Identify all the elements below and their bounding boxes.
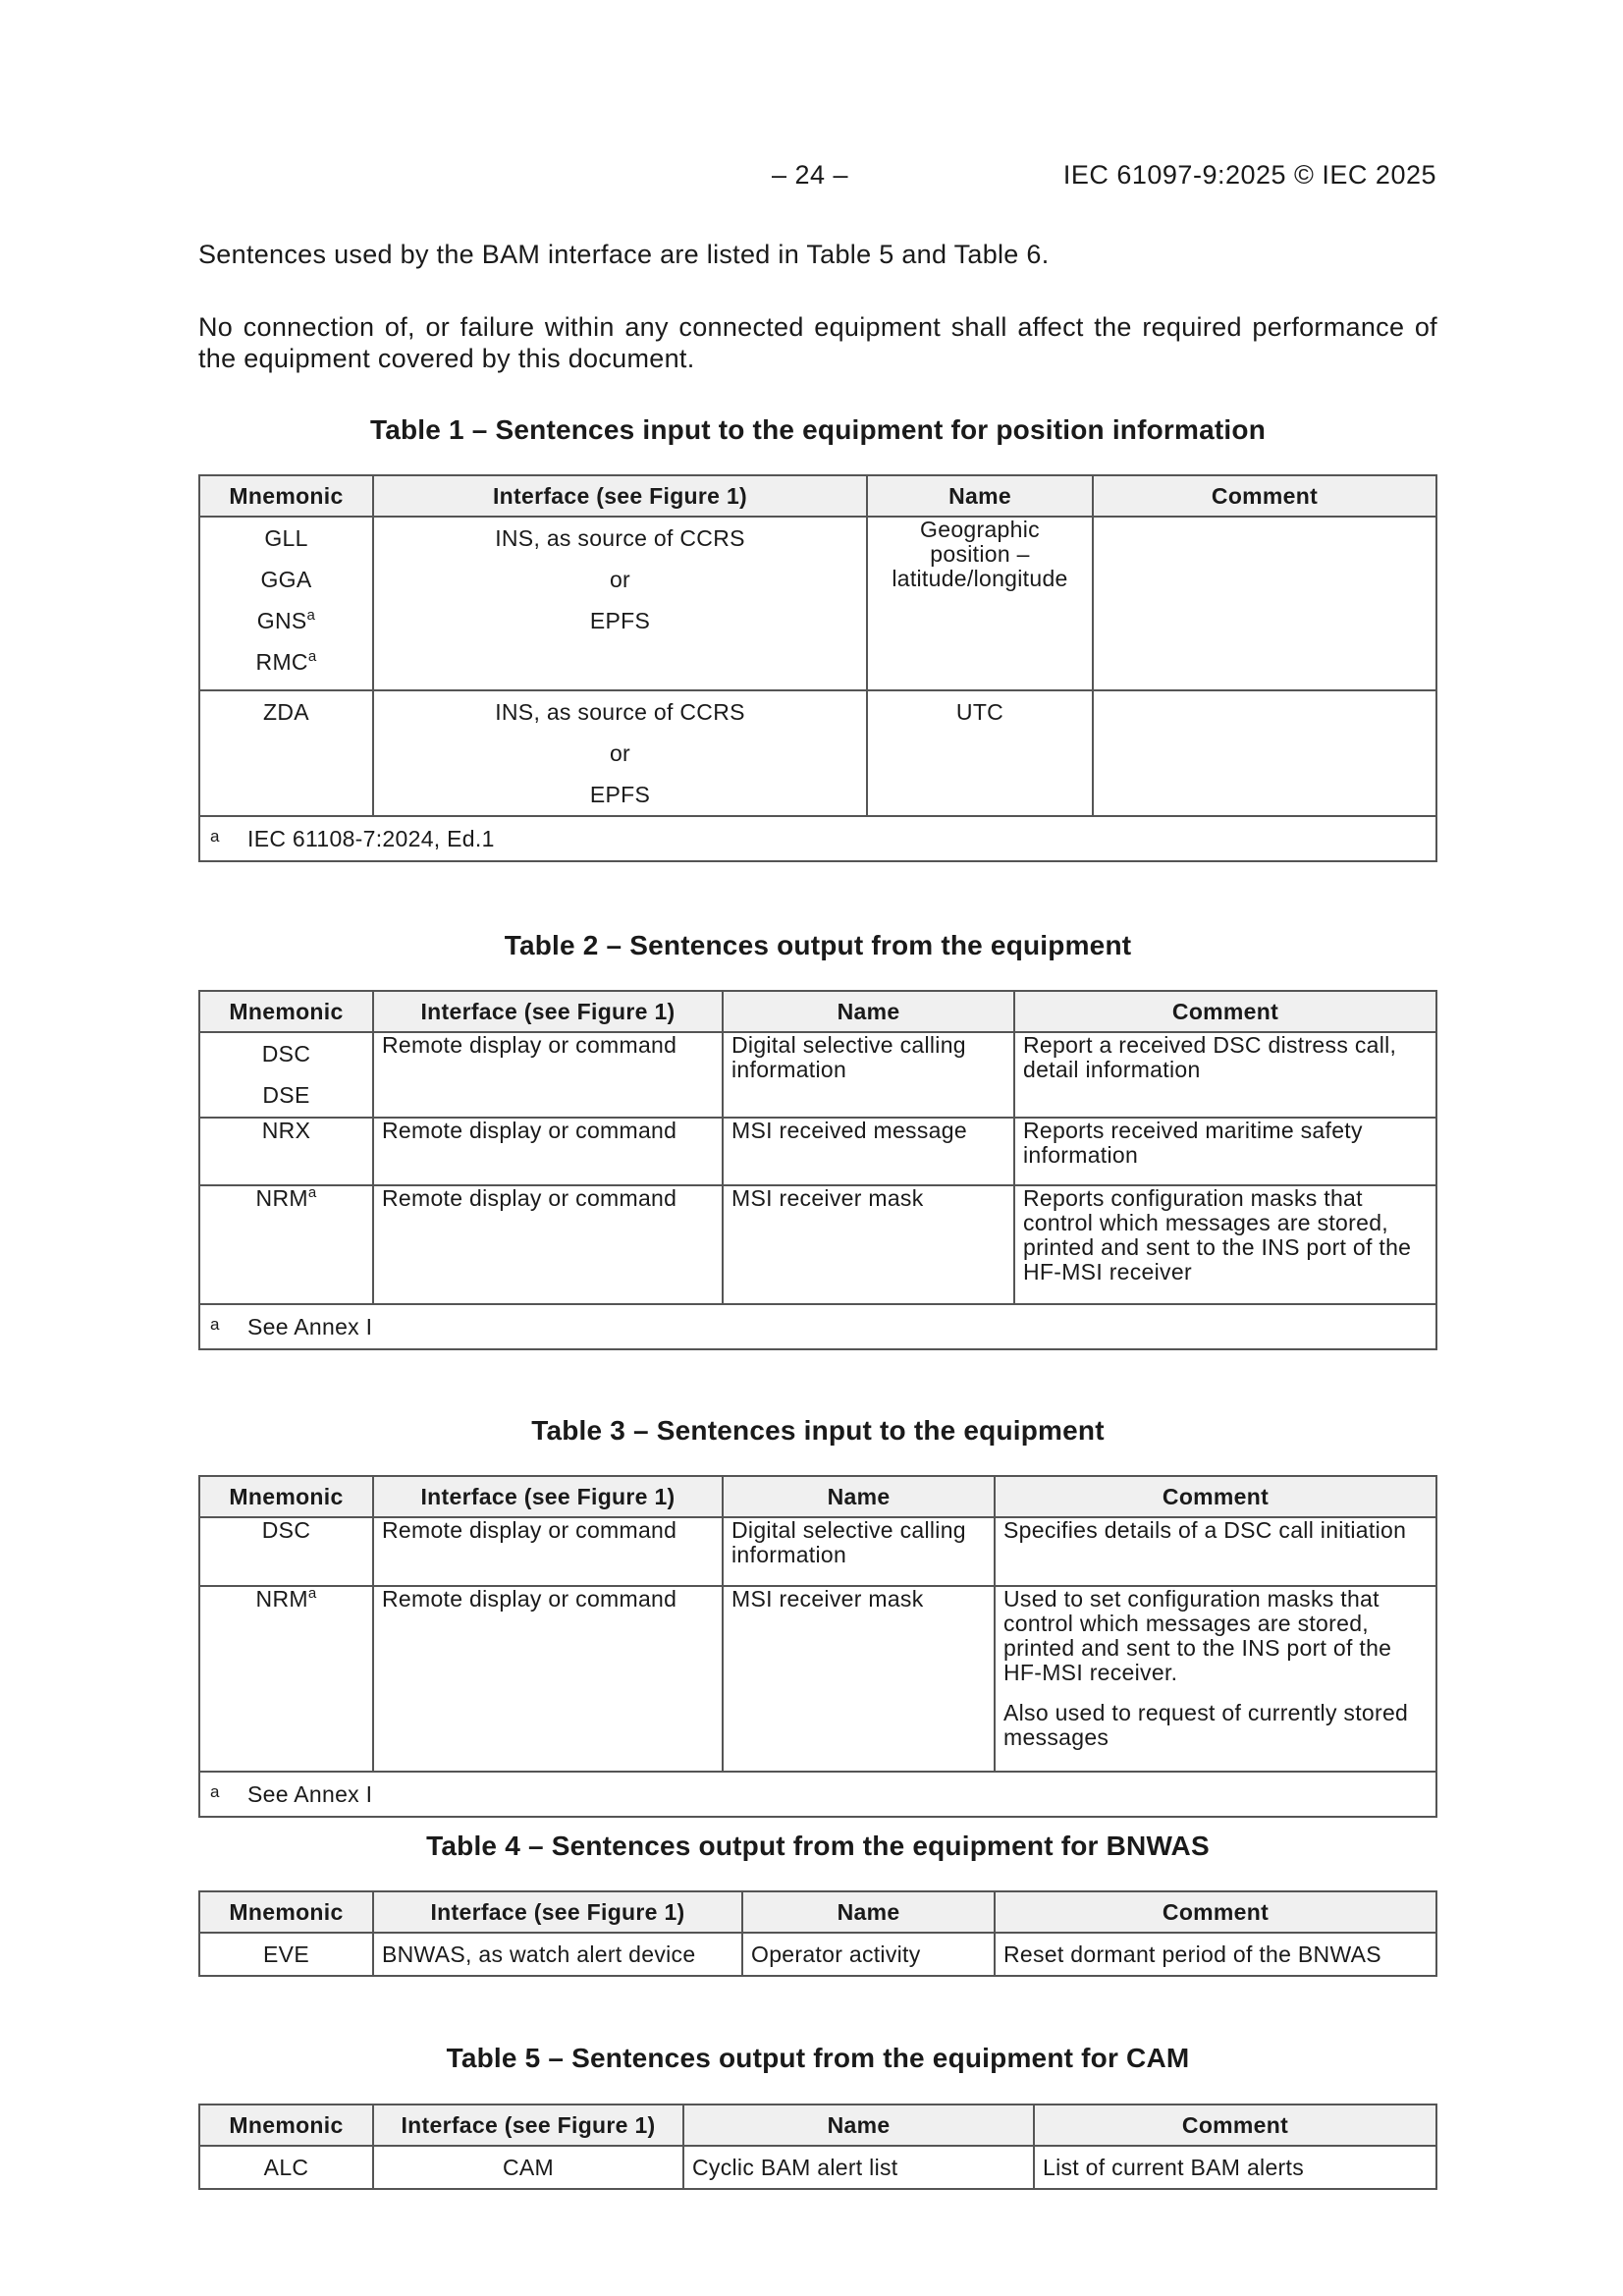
footnote-row: [199, 1772, 1436, 1817]
table-header-row: [199, 475, 1436, 517]
name-cell: Digital selective calling information: [723, 1517, 995, 1586]
footnote-marker: a: [210, 1782, 220, 1801]
interface-line: INS, as source of CCRS: [495, 525, 745, 551]
mnemonic-cell: [199, 1586, 373, 1772]
table-footnote: [199, 1304, 1436, 1349]
table-header-row: [199, 2105, 1436, 2146]
comment-cell: Report a received DSC distress call, detail information: [1014, 1032, 1436, 1118]
mnemonic-dse: DSE: [262, 1082, 310, 1108]
mnemonic-dsc: DSC: [261, 1041, 311, 1066]
table-row: [199, 1517, 1436, 1586]
comment-cell: [995, 1517, 1436, 1586]
table-row: [199, 1032, 1436, 1118]
table-row: [199, 2146, 1436, 2189]
comment-paragraph: Specifies details of a DSC call initiation: [1003, 1517, 1407, 1543]
footnote-marker: a: [210, 827, 220, 846]
name-cell: MSI received message: [723, 1118, 1014, 1185]
document-identifier: IEC 61097-9:2025 © IEC 2025: [1062, 160, 1436, 190]
column-header-name: Name: [723, 1476, 995, 1517]
mnemonic-nrm: NRM: [255, 1586, 308, 1612]
table-row: [199, 690, 1436, 816]
column-header-comment: Comment: [1093, 475, 1436, 517]
column-header-mnemonic: Mnemonic: [199, 475, 373, 517]
interface-cell: BNWAS, as watch alert device: [373, 1933, 742, 1976]
name-cell: Operator activity: [742, 1933, 995, 1976]
table-5-caption: Table 5 – Sentences output from the equipment for CAM: [446, 2043, 1190, 2073]
table-header-row: [199, 991, 1436, 1032]
name-cell: MSI receiver mask: [723, 1185, 1014, 1304]
table-row: [199, 1933, 1436, 1976]
column-header-comment: Comment: [995, 1891, 1436, 1933]
column-header-interface: Interface (see Figure 1): [373, 475, 867, 517]
table-header-row: [199, 1476, 1436, 1517]
comment-cell: [1093, 690, 1436, 816]
table-row: [199, 1586, 1436, 1772]
footnote-marker: a: [307, 648, 317, 665]
mnemonic-cell: [199, 517, 373, 690]
column-header-name: Name: [723, 991, 1014, 1032]
column-header-interface: Interface (see Figure 1): [373, 1891, 742, 1933]
footnote-marker: a: [307, 1184, 317, 1201]
table-4: [198, 1890, 1437, 1977]
comment-cell: List of current BAM alerts: [1034, 2146, 1436, 2189]
interface-line: or: [609, 567, 631, 592]
footnote-marker: a: [307, 1585, 317, 1602]
mnemonic-cell: DSC: [199, 1517, 373, 1586]
table-row: [199, 517, 1436, 690]
intro-paragraph: Sentences used by the BAM interface are listed in Table 5 and Table 6.: [198, 240, 1050, 269]
comment-cell: Reports received maritime safety information: [1014, 1118, 1436, 1185]
mnemonic-gga: GGA: [260, 567, 312, 592]
column-header-mnemonic: Mnemonic: [199, 991, 373, 1032]
table-2: [198, 990, 1437, 1350]
name-cell: [867, 690, 1093, 816]
page-number: – 24 –: [772, 160, 849, 190]
table-1-caption: Table 1 – Sentences input to the equipment for position information: [369, 414, 1267, 445]
column-header-comment: Comment: [1014, 991, 1436, 1032]
footnote-text: See Annex I: [247, 1313, 373, 1339]
interface-cell: [373, 517, 867, 690]
mnemonic-cell: NRX: [199, 1118, 373, 1185]
comment-cell: Reset dormant period of the BNWAS: [995, 1933, 1436, 1976]
comment-paragraph: Also used to request of currently stored messages: [1003, 1700, 1409, 1750]
table-footnote: [199, 816, 1436, 861]
interface-cell: Remote display or command: [373, 1032, 723, 1118]
table-3: [198, 1475, 1437, 1818]
interface-line: EPFS: [589, 782, 651, 807]
interface-cell: Remote display or command: [373, 1118, 723, 1185]
mnemonic-cell: [199, 1032, 373, 1118]
name-cell: MSI receiver mask: [723, 1586, 995, 1772]
column-header-comment: Comment: [995, 1476, 1436, 1517]
column-header-mnemonic: Mnemonic: [199, 1476, 373, 1517]
requirement-paragraph: No connection of, or failure within any connected equipment shall affect the required performance of the equipment covered by this document.: [198, 312, 1437, 373]
column-header-interface: Interface (see Figure 1): [373, 991, 723, 1032]
footnote-marker: a: [306, 607, 316, 624]
column-header-interface: Interface (see Figure 1): [373, 2105, 683, 2146]
name-cell: Geographic position – latitude/longitude: [867, 517, 1093, 690]
column-header-name: Name: [742, 1891, 995, 1933]
footnote-row: [199, 816, 1436, 861]
mnemonic-cell: ALC: [199, 2146, 373, 2189]
column-header-name: Name: [683, 2105, 1034, 2146]
table-row: [199, 1185, 1436, 1304]
footnote-marker: a: [210, 1315, 220, 1334]
table-row: [199, 1118, 1436, 1185]
comment-cell: [1093, 517, 1436, 690]
column-header-name: Name: [867, 475, 1093, 517]
mnemonic-cell: [199, 1185, 373, 1304]
name-cell: Digital selective calling information: [723, 1032, 1014, 1118]
mnemonic-cell: [199, 690, 373, 816]
column-header-mnemonic: Mnemonic: [199, 2105, 373, 2146]
column-header-interface: Interface (see Figure 1): [373, 1476, 723, 1517]
comment-cell: [995, 1586, 1436, 1772]
comment-cell: Reports configuration masks that control which messages are stored, printed and sent to the INS port of the HF-MSI receiver: [1014, 1185, 1436, 1304]
footnote-row: [199, 1304, 1436, 1349]
mnemonic-cell: EVE: [199, 1933, 373, 1976]
interface-cell: [373, 690, 867, 816]
footnote-text: See Annex I: [247, 1780, 373, 1807]
interface-cell: CAM: [373, 2146, 683, 2189]
name-utc: UTC: [955, 699, 1004, 725]
comment-paragraph: Used to set configuration masks that control which messages are stored, printed and sent to the INS port of the HF-MSI receiver.: [1003, 1586, 1392, 1685]
table-5: [198, 2104, 1437, 2190]
interface-cell: Remote display or command: [373, 1185, 723, 1304]
table-header-row: [199, 1891, 1436, 1933]
mnemonic-nrm: NRM: [255, 1185, 308, 1211]
table-4-caption: Table 4 – Sentences output from the equipment for BNWAS: [426, 1831, 1210, 1861]
mnemonic-gns: GNS: [256, 608, 307, 633]
interface-cell: Remote display or command: [373, 1517, 723, 1586]
name-cell: Cyclic BAM alert list: [683, 2146, 1034, 2189]
interface-cell: Remote display or command: [373, 1586, 723, 1772]
table-3-caption: Table 3 – Sentences input to the equipment: [531, 1415, 1105, 1446]
mnemonic-rmc: RMC: [255, 649, 308, 675]
table-footnote: [199, 1772, 1436, 1817]
table-1: [198, 474, 1437, 862]
mnemonic-zda: ZDA: [263, 699, 309, 725]
footnote-text: IEC 61108-7:2024, Ed.1: [247, 825, 495, 851]
interface-line: INS, as source of CCRS: [495, 699, 745, 725]
mnemonic-gll: GLL: [264, 525, 308, 551]
column-header-mnemonic: Mnemonic: [199, 1891, 373, 1933]
table-2-caption: Table 2 – Sentences output from the equipment: [504, 930, 1132, 960]
interface-line: EPFS: [589, 608, 651, 633]
column-header-comment: Comment: [1034, 2105, 1436, 2146]
interface-line: or: [609, 740, 631, 766]
